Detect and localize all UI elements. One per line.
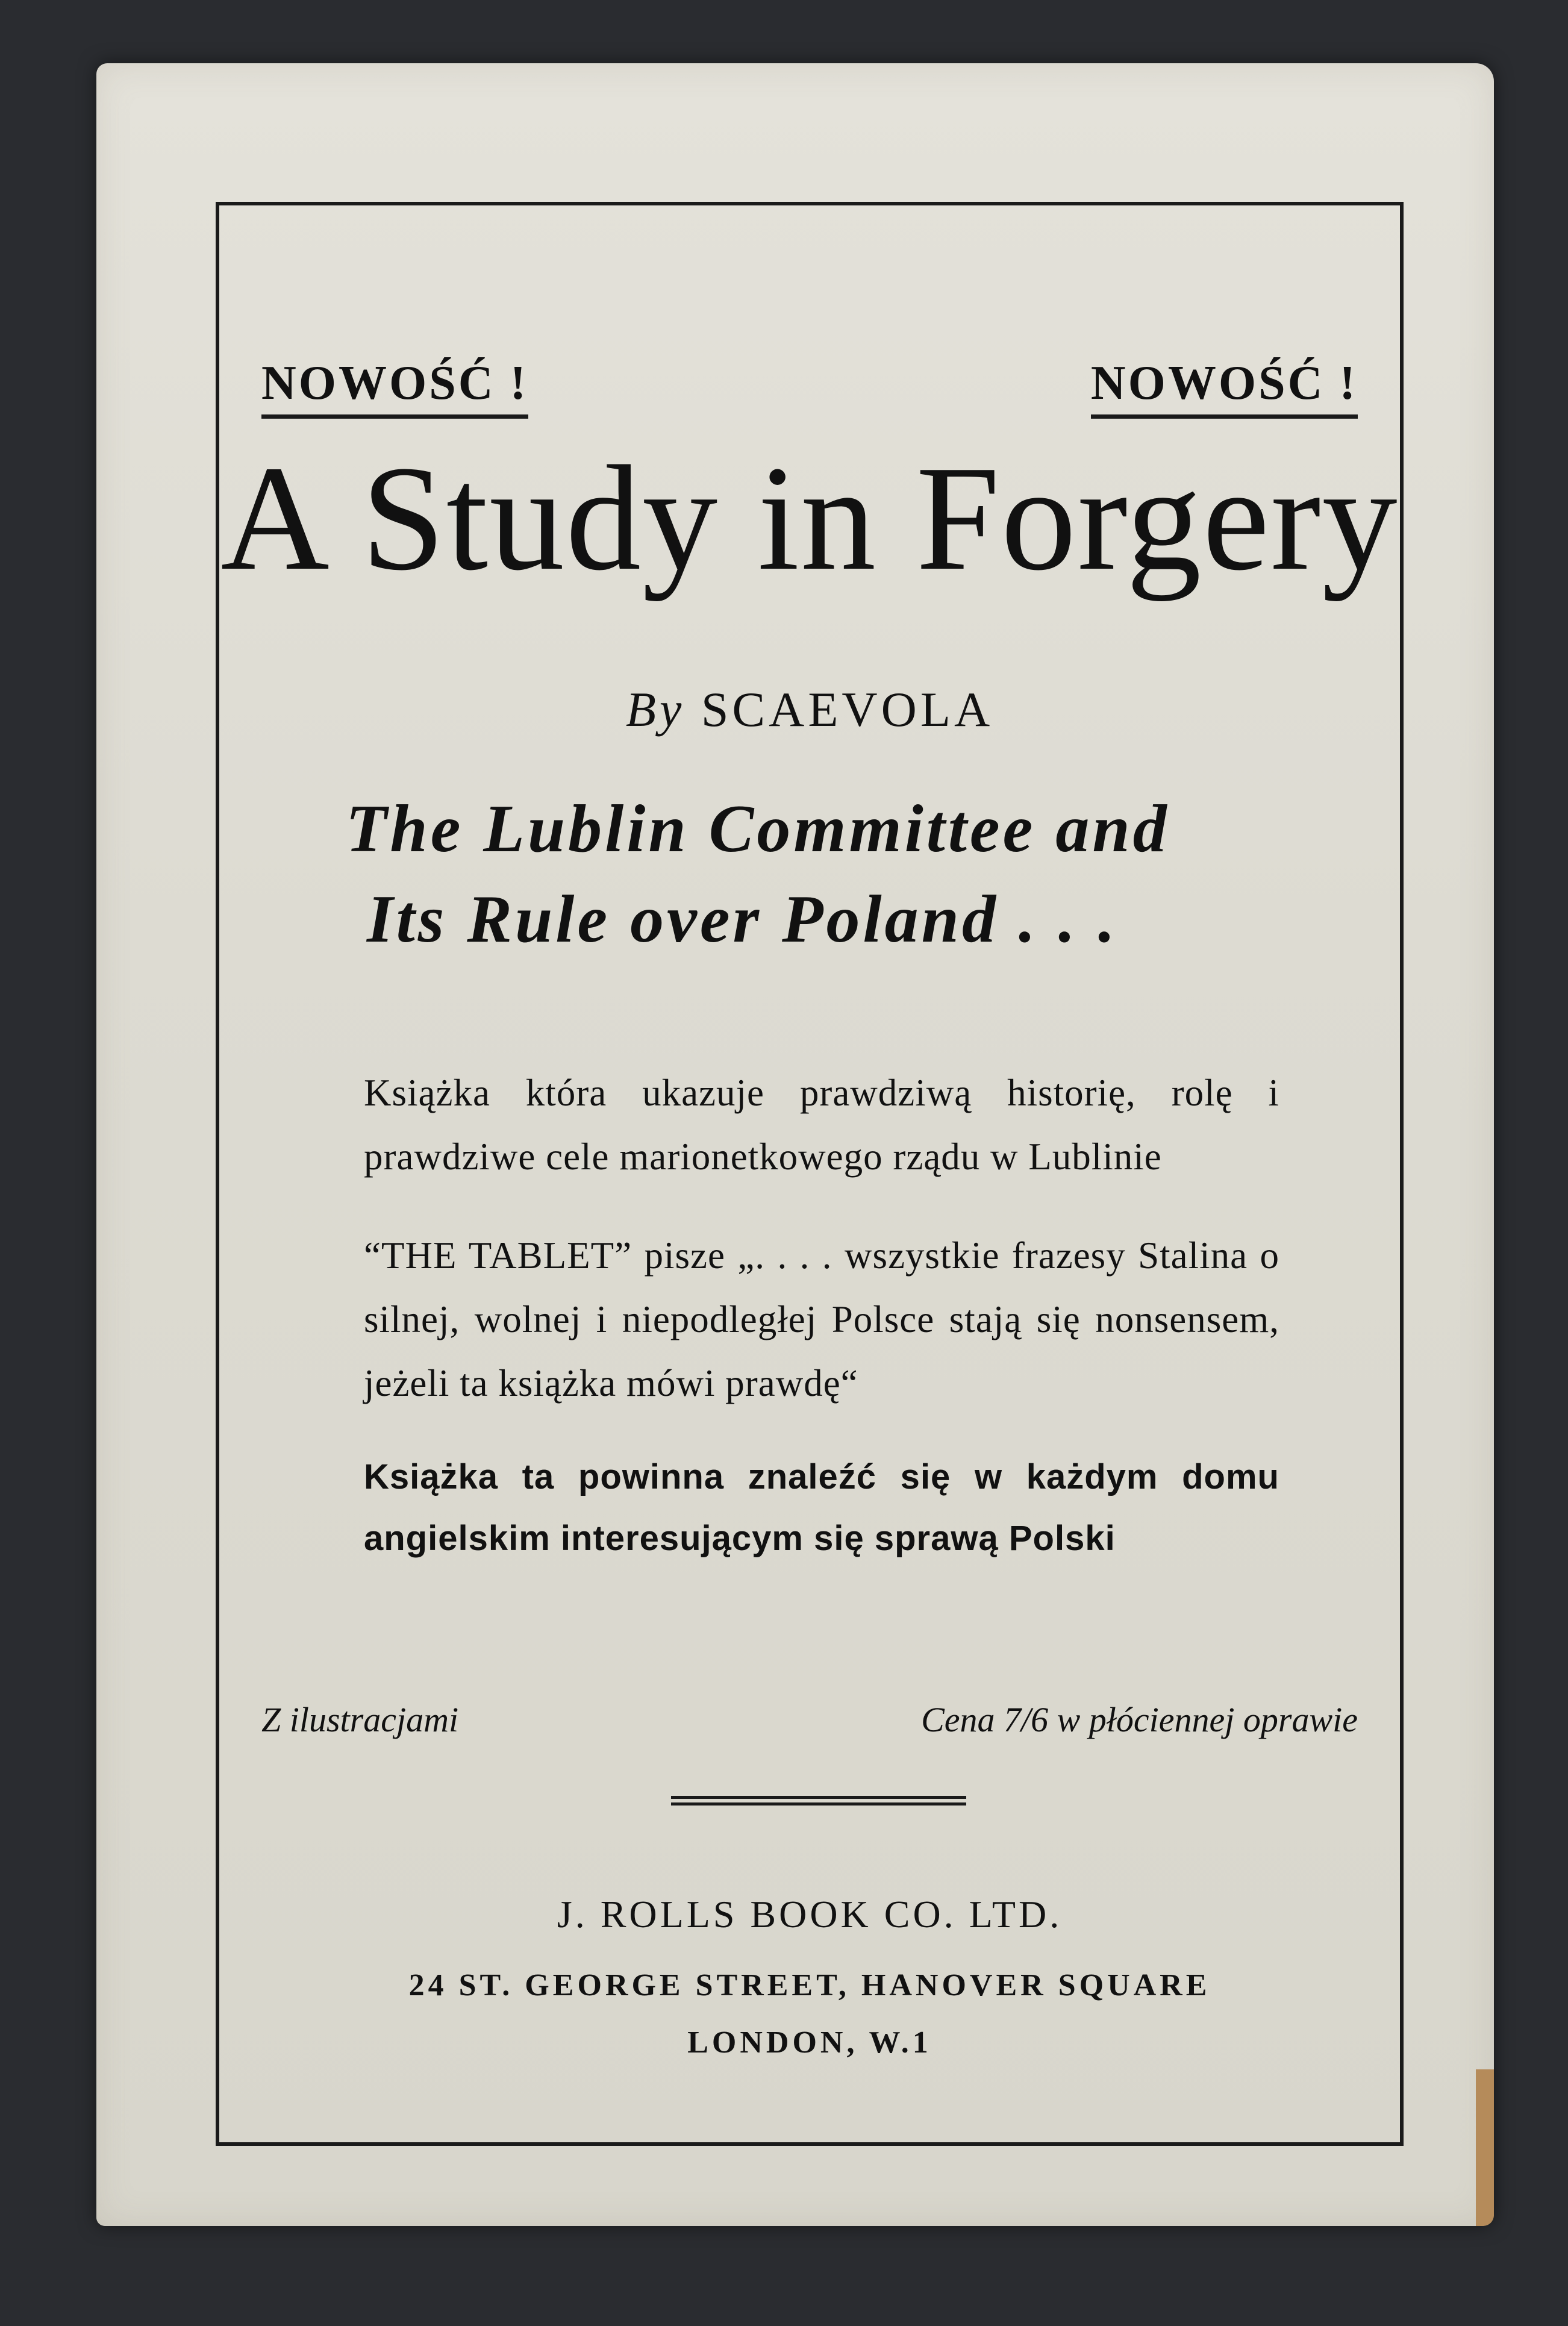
price-note: Cena 7/6 w płóciennej oprawie	[921, 1700, 1358, 1739]
publisher-address-line-2: LONDON, W.1	[687, 2025, 932, 2060]
cover-frame	[216, 202, 1404, 2146]
tablet-quote: “THE TABLET” pisze „. . . . wszystkie frazesy Stalina o silnej, wolnej i niepodległej Polsce stają się nonsensem, jeżeli ta książka mówi prawdę“	[364, 1234, 1279, 1404]
book-back-cover	[96, 63, 1494, 2226]
subtitle	[346, 784, 1285, 964]
recommendation: Książka ta powinna znaleźć się w każdym domu angielskim interesującym się sprawą Polski	[364, 1457, 1279, 1558]
description-paragraph: Książka która ukazuje prawdziwą historię, rolę i prawdziwe cele marionetkowego rządu w Lublinie	[364, 1072, 1279, 1178]
publisher-name: J. ROLLS BOOK CO. LTD.	[557, 1893, 1063, 1936]
novelty-badge-right: NOWOŚĆ !	[1091, 356, 1358, 419]
byline	[219, 681, 1400, 738]
novelty-badge-left: NOWOŚĆ !	[261, 356, 528, 419]
by-word: By	[625, 682, 686, 737]
book-title: A Study in Forgery	[220, 435, 1399, 602]
illustrations-note: Z ilustracjami	[261, 1700, 459, 1739]
publisher-address-line-1: 24 ST. GEORGE STREET, HANOVER SQUARE	[408, 1968, 1211, 2002]
subtitle-line-1: The Lublin Committee and	[346, 792, 1170, 866]
worn-corner	[1476, 2069, 1494, 2226]
subtitle-line-2: Its Rule over Poland . . .	[367, 882, 1118, 957]
author-name: SCAEVOLA	[701, 682, 994, 737]
double-rule-divider	[671, 1796, 966, 1805]
